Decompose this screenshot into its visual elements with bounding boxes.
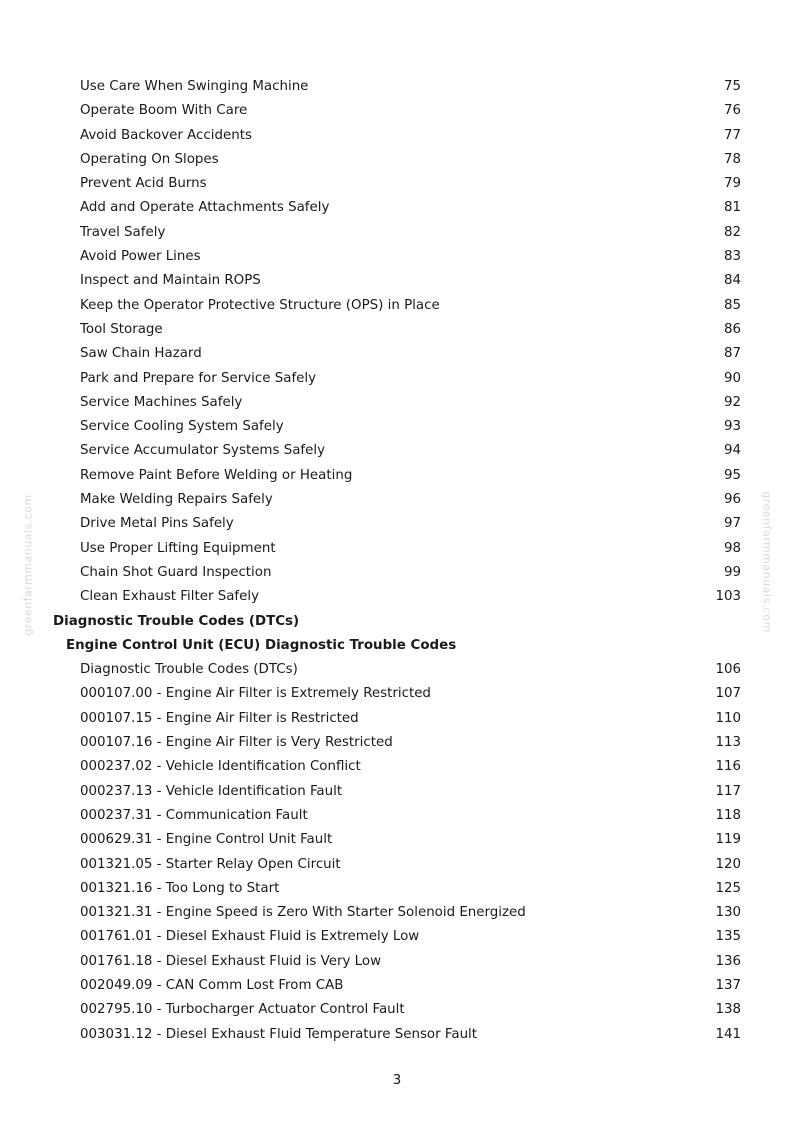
toc-entry-page: 120: [715, 856, 741, 872]
toc-entry[interactable]: [0, 318, 794, 342]
toc-entry-title: 001321.16 - Too Long to Start: [80, 880, 280, 896]
toc-entry-title: 000107.15 - Engine Air Filter is Restricted: [80, 710, 359, 726]
toc-entry-title: Make Welding Repairs Safely: [80, 492, 273, 508]
toc-entry-title: 001321.05 - Starter Relay Open Circuit: [80, 856, 341, 872]
toc-entry-title: Operate Boom With Care: [80, 103, 248, 119]
toc-entry-page: 138: [715, 1002, 741, 1018]
toc-entry[interactable]: [0, 877, 794, 901]
toc-entry[interactable]: [0, 585, 794, 609]
toc-entry[interactable]: [0, 172, 794, 196]
toc-entry-title: Travel Safely: [80, 224, 166, 240]
toc-section-heading[interactable]: [0, 634, 794, 658]
toc-entry-page: 110: [715, 710, 741, 726]
toc-entry[interactable]: [0, 853, 794, 877]
toc-entry[interactable]: [0, 731, 794, 755]
toc-entry[interactable]: [0, 196, 794, 220]
toc-entry-title: 000107.00 - Engine Air Filter is Extremely Restricted: [80, 686, 431, 702]
toc-entry[interactable]: [0, 294, 794, 318]
toc-entry-page: 106: [715, 662, 741, 678]
toc-entry-page: 95: [723, 467, 741, 483]
toc-entry-title: Clean Exhaust Filter Safely: [80, 589, 260, 605]
toc-entry[interactable]: [0, 148, 794, 172]
toc-entry-title: Service Cooling System Safely: [80, 419, 284, 435]
toc-entry-page: 94: [723, 443, 741, 459]
toc-entry-title: 002795.10 - Turbocharger Actuator Control Fault: [80, 1002, 405, 1018]
toc-entry-page: 107: [715, 686, 741, 702]
toc-entry-page: 85: [723, 297, 741, 313]
toc-entry[interactable]: [0, 901, 794, 925]
toc-entry[interactable]: [0, 367, 794, 391]
toc-entry-page: 141: [715, 1026, 741, 1042]
toc-entry-title: Drive Metal Pins Safely: [80, 516, 234, 532]
toc-entry[interactable]: [0, 75, 794, 99]
toc-entry[interactable]: [0, 391, 794, 415]
toc-entry-page: 97: [723, 516, 741, 532]
watermark-right: greenfarmmanuals.com: [760, 491, 774, 633]
toc-entry-page: 76: [723, 103, 741, 119]
toc-entry-page: 83: [723, 249, 741, 265]
toc-entry-page: 98: [723, 540, 741, 556]
toc-entry-title: Engine Control Unit (ECU) Diagnostic Trouble Codes: [66, 637, 457, 653]
toc-entry[interactable]: [0, 245, 794, 269]
toc-entry-title: Park and Prepare for Service Safely: [80, 370, 317, 386]
toc-entry-page: 118: [715, 807, 741, 823]
toc-entry-page: 136: [715, 953, 741, 969]
toc-entry-page: 99: [723, 564, 741, 580]
toc-entry-title: Remove Paint Before Welding or Heating: [80, 467, 353, 483]
toc-entry[interactable]: [0, 124, 794, 148]
toc-entry[interactable]: [0, 682, 794, 706]
toc-entry-title: Service Accumulator Systems Safely: [80, 443, 326, 459]
toc-entry[interactable]: [0, 950, 794, 974]
toc-entry-page: 77: [723, 127, 741, 143]
toc-entry[interactable]: [0, 439, 794, 463]
toc-entry-page: 117: [715, 783, 741, 799]
toc-entry-page: 93: [723, 419, 741, 435]
toc-entry-page: 75: [723, 79, 741, 94]
toc-entry-page: 96: [723, 492, 741, 508]
toc-entry-page: 90: [723, 370, 741, 386]
toc-entry-title: Avoid Backover Accidents: [80, 127, 252, 143]
toc-entry[interactable]: [0, 488, 794, 512]
toc-entry-title: Inspect and Maintain ROPS: [80, 273, 261, 289]
toc-entry-page: 78: [723, 151, 741, 167]
toc-entry[interactable]: [0, 804, 794, 828]
toc-entry-page: 135: [715, 929, 741, 945]
toc-entry-page: 125: [715, 880, 741, 896]
toc-entry-title: Service Machines Safely: [80, 394, 243, 410]
toc-entry[interactable]: [0, 221, 794, 245]
toc-entry-title: 002049.09 - CAN Comm Lost From CAB: [80, 977, 344, 993]
toc-entry-title: Tool Storage: [80, 321, 163, 337]
toc-entry[interactable]: [0, 537, 794, 561]
toc-entry-title: 000237.13 - Vehicle Identification Fault: [80, 783, 343, 799]
table-of-contents: [0, 75, 794, 1047]
toc-entry-title: Use Proper Lifting Equipment: [80, 540, 276, 556]
toc-entry-title: Diagnostic Trouble Codes (DTCs): [80, 662, 298, 678]
toc-entry-title: 000237.02 - Vehicle Identification Conflict: [80, 759, 361, 775]
toc-entry-title: Chain Shot Guard Inspection: [80, 564, 272, 580]
page-number: 3: [392, 1073, 402, 1088]
toc-entry-page: 113: [715, 735, 741, 751]
toc-entry[interactable]: [0, 561, 794, 585]
toc-entry-title: Keep the Operator Protective Structure (OPS) in Place: [80, 297, 440, 313]
toc-entry-title: 003031.12 - Diesel Exhaust Fluid Temperature Sensor Fault: [80, 1026, 478, 1042]
toc-entry-title: 000629.31 - Engine Control Unit Fault: [80, 832, 333, 848]
toc-entry-title: 000237.31 - Communication Fault: [80, 807, 308, 823]
toc-entry-title: Operating On Slopes: [80, 151, 219, 167]
toc-entry-page: 86: [723, 321, 741, 337]
toc-entry-title: Diagnostic Trouble Codes (DTCs): [53, 613, 300, 629]
toc-entry[interactable]: [0, 99, 794, 123]
toc-entry-title: Saw Chain Hazard: [80, 346, 202, 362]
toc-entry[interactable]: [0, 707, 794, 731]
toc-entry[interactable]: [0, 925, 794, 949]
toc-entry-page: 87: [723, 346, 741, 362]
toc-entry-title: 001321.31 - Engine Speed is Zero With Starter Solenoid Energized: [80, 905, 526, 921]
toc-section-heading[interactable]: [0, 610, 794, 634]
toc-entry[interactable]: [0, 998, 794, 1022]
toc-entry-title: 001761.01 - Diesel Exhaust Fluid is Extremely Low: [80, 929, 420, 945]
toc-entry[interactable]: [0, 269, 794, 293]
toc-entry-page: 84: [723, 273, 741, 289]
toc-entry-title: Prevent Acid Burns: [80, 176, 207, 192]
toc-entry[interactable]: [0, 464, 794, 488]
toc-entry[interactable]: [0, 512, 794, 536]
toc-entry-title: 001761.18 - Diesel Exhaust Fluid is Very Low: [80, 953, 382, 969]
toc-entry-page: 137: [715, 977, 741, 993]
watermark-left: greenfarmmanuals.com: [21, 494, 35, 636]
toc-entry-page: 116: [715, 759, 741, 775]
toc-entry[interactable]: [0, 658, 794, 682]
toc-entry-page: 92: [723, 394, 741, 410]
toc-entry-title: Use Care When Swinging Machine: [80, 79, 309, 94]
toc-entry-page: 103: [715, 589, 741, 605]
toc-entry[interactable]: [0, 342, 794, 366]
toc-entry[interactable]: [0, 415, 794, 439]
toc-entry[interactable]: [0, 755, 794, 779]
toc-entry[interactable]: [0, 780, 794, 804]
toc-entry-page: 119: [715, 832, 741, 848]
toc-entry[interactable]: [0, 828, 794, 852]
toc-entry-page: 82: [723, 224, 741, 240]
toc-entry-page: 130: [715, 905, 741, 921]
toc-entry-page: 81: [723, 200, 741, 216]
toc-entry[interactable]: [0, 974, 794, 998]
toc-entry-title: Avoid Power Lines: [80, 249, 201, 265]
toc-entry-page: 79: [723, 176, 741, 192]
toc-entry[interactable]: [0, 1023, 794, 1047]
toc-entry-title: Add and Operate Attachments Safely: [80, 200, 330, 216]
toc-entry-title: 000107.16 - Engine Air Filter is Very Restricted: [80, 735, 393, 751]
